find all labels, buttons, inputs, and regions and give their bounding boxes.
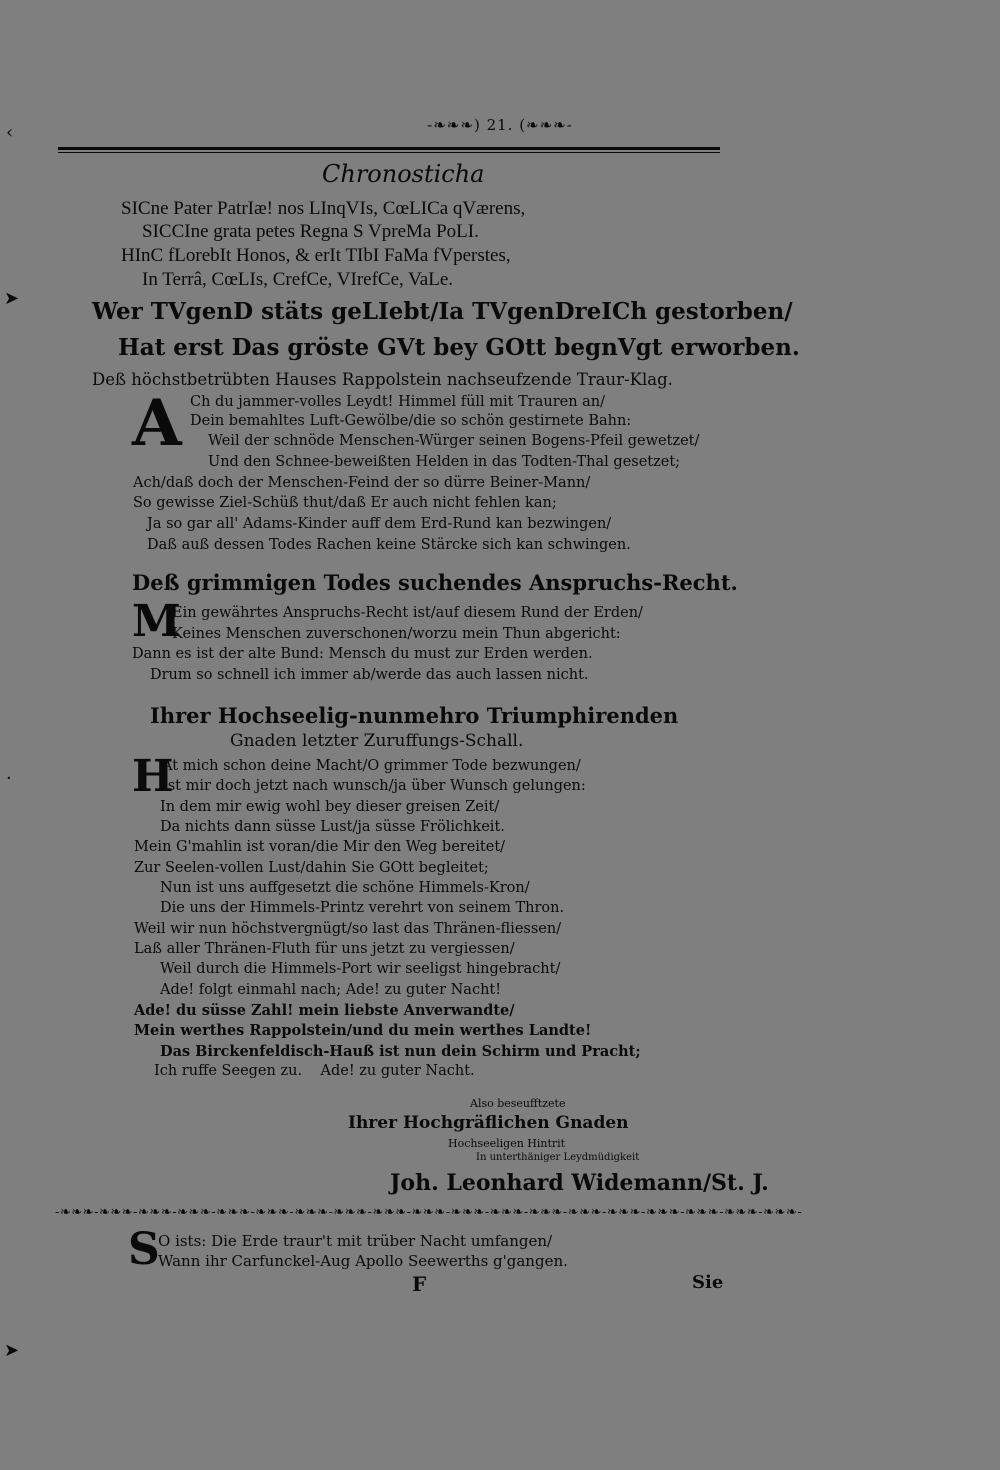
signature-line-1: Also beseufftzete <box>470 1097 566 1110</box>
farewell-line: Da nichts dann süsse Lust/ja süsse Frölichkeit. <box>160 819 505 835</box>
chronostichon-line: HInC fLorebIt Honos, & erIt TIbI FaMa fVperstes, <box>121 245 511 266</box>
farewell-line: Ade! du süsse Zahl! mein liebste Anverwandte/ <box>134 1002 515 1019</box>
header-rule-thick <box>58 147 720 150</box>
lament-line: Und den Schnee-beweißten Helden in das Todten-Thal gesetzet; <box>208 454 681 470</box>
catchword: Sie <box>692 1272 724 1293</box>
farewell-line: Laß aller Thränen-Fluth für uns jetzt zu vergiessen/ <box>134 941 515 957</box>
claim-line: Dann es ist der alte Bund: Mensch du must zur Erden werden. <box>132 646 593 662</box>
closing-line: O ists: Die Erde traur't mit trüber Nacht umfangen/ <box>158 1232 553 1250</box>
closing-dropcap: S <box>128 1224 160 1275</box>
page-number-header: -❧❧❧) 21. (❧❧❧- <box>427 116 573 134</box>
farewell-dropcap: H <box>132 751 174 802</box>
lament-title: Deß höchstbetrübten Hauses Rappolstein nachseufzende Traur-Klag. <box>92 370 673 389</box>
farewell-line: Zur Seelen-vollen Lust/dahin Sie GOtt begleitet; <box>134 860 489 876</box>
lament-line: Daß auß dessen Todes Rachen keine Stärcke sich kan schwingen. <box>147 537 631 553</box>
closing-line: Wann ihr Carfunckel-Aug Apollo Seewerths g'gangen. <box>158 1252 568 1270</box>
farewell-line: Nun ist uns auffgesetzt die schöne Himmels-Kron/ <box>160 880 530 896</box>
header-rule-thin <box>58 152 720 153</box>
chronostichon-line: In Terrâ, CœLIs, CrefCe, VIrefCe, VaLe. <box>142 269 454 290</box>
margin-mark-bottom: ➤ <box>4 1340 20 1361</box>
farewell-line: Ich ruffe Seegen zu. Ade! zu guter Nacht. <box>154 1063 475 1079</box>
farewell-line: Mein G'mahlin ist voran/die Mir den Weg bereitet/ <box>134 839 506 855</box>
farewell-line: Das Birckenfeldisch-Hauß ist nun dein Schirm und Pracht; <box>160 1043 641 1060</box>
motto-line: Hat erst Das gröste GVt bey GOtt begnVgt erworben. <box>118 334 800 361</box>
signature-line-3: Hochseeligen Hintrit <box>448 1137 566 1150</box>
claim-line: Drum so schnell ich immer ab/werde das auch lassen nicht. <box>150 667 589 683</box>
margin-mark-mid: ➤ <box>4 288 20 309</box>
chronostichon-line: SICne Pater PatrIæ! nos LInqVIs, CœLICa qVærens, <box>121 198 526 219</box>
claim-line: Ein gewährtes Anspruchs-Recht ist/auf diesem Rund der Erden/ <box>172 605 643 621</box>
farewell-line: Mein werthes Rappolstein/und du mein werthes Landte! <box>134 1022 592 1039</box>
signature-name: Joh. Leonhard Widemann/St. J. <box>390 1170 769 1196</box>
lament-dropcap: A <box>132 386 182 461</box>
farewell-line: In dem mir ewig wohl bey dieser greisen Zeit/ <box>160 799 500 815</box>
farewell-title: Ihrer Hochseelig-nunmehro Triumphirenden <box>150 703 679 728</box>
margin-mark-top: ‹ <box>6 122 14 143</box>
signature-line-2: Ihrer Hochgräflichen Gnaden <box>348 1113 629 1133</box>
lament-line: Weil der schnöde Menschen-Würger seinen Bogens-Pfeil gewetzet/ <box>208 433 700 449</box>
farewell-line: Weil wir nun höchstvergnügt/so last das Thränen-fliessen/ <box>134 921 562 937</box>
farewell-line: Ist mir doch jetzt nach wunsch/ja über Wunsch gelungen: <box>162 778 586 794</box>
signature-mark: F <box>412 1272 427 1296</box>
lament-line: Ach/daß doch der Menschen-Feind der so dürre Beiner-Mann/ <box>133 475 591 491</box>
chronostichon-line: SICCIne grata petes Regna S VpreMa PoLI. <box>142 221 479 242</box>
farewell-line: Weil durch die Himmels-Port wir seeligst hingebracht/ <box>160 961 561 977</box>
farewell-line: Die uns der Himmels-Printz verehrt von seinem Thron. <box>160 900 565 916</box>
signature-line-4: In unterthäniger Leydmüdigkeit <box>476 1152 640 1163</box>
lament-line: Ja so gar all' Adams-Kinder auff dem Erd-Rund kan bezwingen/ <box>147 516 612 532</box>
claim-title: Deß grimmigen Todes suchendes Anspruchs-Recht. <box>132 570 738 595</box>
ornament-rule: -❧❧❧-❧❧❧-❧❧❧-❧❧❧-❧❧❧-❧❧❧-❧❧❧-❧❧❧-❧❧❧-❧❧❧-❧❧❧-❧❧❧-❧❧❧-❧❧❧-❧❧❧-❧❧❧-❧❧❧-❧❧❧-❧❧❧- <box>55 1205 803 1220</box>
farewell-line: Ade! folgt einmahl nach; Ade! zu guter Nacht! <box>160 982 502 998</box>
chronosticha-title: Chronosticha <box>322 160 485 188</box>
lament-line: Ch du jammer-volles Leydt! Himmel füll mit Trauren an/ <box>190 394 606 410</box>
farewell-subtitle: Gnaden letzter Zuruffungs-Schall. <box>230 731 524 751</box>
lament-line: So gewisse Ziel-Schüß thut/daß Er auch nicht fehlen kan; <box>133 495 557 511</box>
motto-line: Wer TVgenD stäts geLIebt/Ia TVgenDreICh gestorben/ <box>92 298 793 325</box>
claim-dropcap: M <box>132 596 181 647</box>
claim-line: Keines Menschen zuverschonen/worzu mein Thun abgericht: <box>172 626 621 642</box>
margin-mark-low: · <box>6 768 12 789</box>
lament-line: Dein bemahltes Luft-Gewölbe/die so schön gestirnete Bahn: <box>190 413 632 429</box>
farewell-line: At mich schon deine Macht/O grimmer Tode bezwungen/ <box>162 758 581 774</box>
